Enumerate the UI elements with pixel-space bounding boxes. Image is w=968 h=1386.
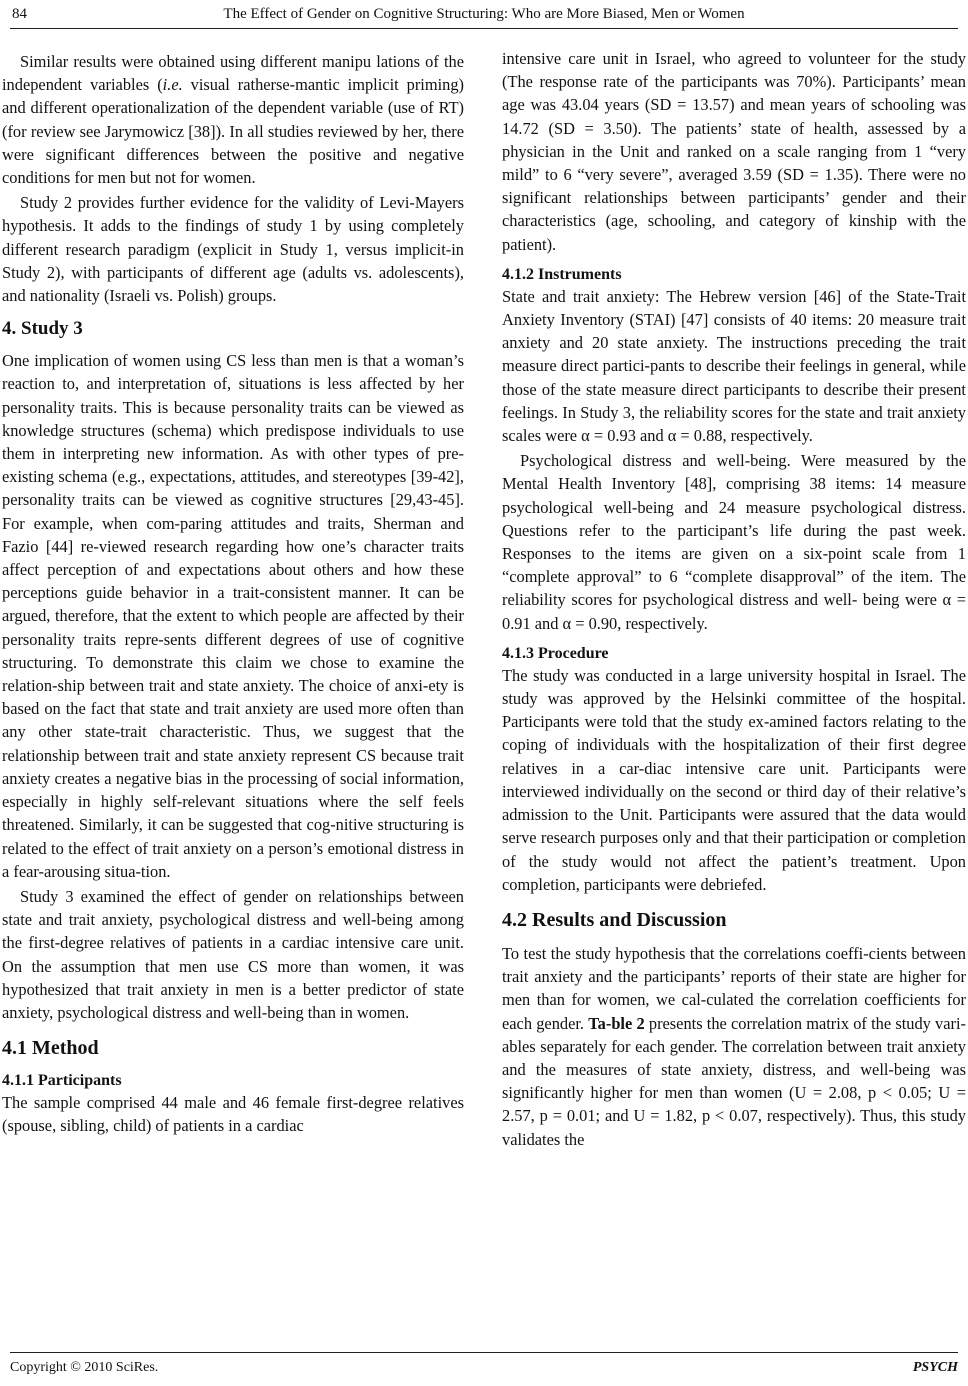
page-header (0, 6, 968, 30)
subsection-heading-results: 4.2 Results and Discussion (502, 908, 727, 931)
text-span: Similar results were obtained using different manipu lations of the independent variables ( (2, 52, 464, 95)
paragraph: The study was conducted in a large university hospital in Israel. The study was approved by the Helsinki committee of the hospital. Participants were told that the study ex-amined factors relating to the coping of individuals with the hospitalization of their first degree relatives in a car-diac intensive care unit. Participants were interviewed individually on the second or third day of their relative’s admission to the Unit. Participants were assured that the data would serve research purposes only and that their participation or completion of the study would not affect the patient’s treatment. Upon completion, participants were debriefed. (502, 665, 966, 894)
paragraph (2, 50, 464, 189)
header-divider (10, 28, 958, 29)
copyright-notice: Copyright © 2010 SciRes. (10, 1360, 159, 1375)
text-span: To test the study hypothesis that the correlations coeffi-cients between trait anxiety and the participants’ reports of their state are higher for men than for women, we cal-culated the correlation coefficients for each gender. (502, 943, 966, 1033)
paragraph: State and trait anxiety: The Hebrew version [46] of the State-Trait Anxiety Inventory (STAI) [47] consists of 40 items: 20 measure trait anxiety and 20 state anxiety. The instructions preceding the trait measure direct partici-pants to describe their feelings in general, while those of the state measure direct participants to describe their present feelings. In Study 3, the reliability scores for the state and trait anxiety scales were α = 0.93 and α = 0.88, respectively. (502, 286, 966, 446)
paragraph: The sample comprised 44 male and 46 female first-degree relatives (spouse, sibling, child) of patients in a cardiac (2, 1093, 464, 1136)
text-span: visual ratherse-mantic implicit priming) and different operationalization of the dependent variable (use of RT) (for review see Jarymowicz [38]). In all studies reviewed by her, there were significant differences between the positive and negative conditions for men but not for women. (2, 75, 465, 188)
paragraph: Study 3 examined the effect of gender on relationships between state and trait anxiety, psychological distress and well-being among the first-degree relatives of patients in a cardiac intensive care unit. On the assumption that men use CS more than women, it was hypothesized that trait anxiety in men is a better predictor of state anxiety, psychological distress and well-being than in women. (2, 886, 464, 1022)
paragraph: Psychological distress and well-being. Were measured by the Mental Health Inventory [48], comprising 38 items: 14 measure psychological well-being and 24 measure psychological distress. Questions refer to the participant’s life during the past week. Responses to the items are given on a six-point scale from 1 “complete approval” to 6 “complete disapproval” of the item. The reliability scores for psychological distress and well- being were α = 0.91 and α = 0.90, respectively. (502, 451, 966, 633)
table-reference: Ta-ble 2 (588, 1013, 645, 1033)
paragraph: Study 2 provides further evidence for the validity of Levi-Mayers hypothesis. It adds to the findings of study 1 by using completely different research paradigm (explicit in Study 1, versus implicit-in Study 2), with participants of different age (adults vs. adolescents), and nationality (Israeli vs. Polish) groups. (2, 193, 464, 306)
italic-text: i.e. (162, 75, 183, 95)
paragraph: intensive care unit in Israel, who agreed to volunteer for the study (The response rate of the participants was 70%). Participants’ mean age was 43.04 years (SD = 13.57) and mean years of schooling was 14.72 (SD = 3.50). The patients’ state of health, assessed by a physician in the Unit and ranked on a scale ranging from 1 “very mild” to 6 “very severe”, averaged 3.59 (SD = 1.35). There were no significant relationships between participants’ gender and their characteristics (age, schooling, and category of kinship with the patient). (502, 49, 966, 254)
subsubsection-heading-procedure: 4.1.3 Procedure (502, 644, 609, 662)
footer-divider (10, 1352, 958, 1353)
paragraph (502, 942, 966, 1151)
subsection-heading-method: 4.1 Method (2, 1037, 99, 1060)
left-column (2, 50, 464, 1140)
page-number: 84 (12, 6, 27, 22)
subsubsection-heading-participants: 4.1.1 Participants (2, 1072, 122, 1090)
running-title: The Effect of Gender on Cognitive Structuring: Who are More Biased, Men or Women (223, 6, 745, 22)
text-span: presents the correlation matrix of the study vari-ables separately for each gender. The correlation between trait anxiety and the measures of state anxiety, distress, and well-being was significantly higher for men than women (U = 2.08, p < 0.05; U = 2.57, p = 0.01; and U = 1.82, p < 0.07, respectively). Thus, this study validates the (502, 1013, 966, 1149)
journal-name: PSYCH (912, 1360, 958, 1375)
subsubsection-heading-instruments: 4.1.2 Instruments (502, 265, 622, 283)
paragraph: One implication of women using CS less than men is that a woman’s reaction to, and interpretation of, situations is less affected by her personality traits. This is because personality traits can be viewed as knowledge structures (schema) which predispose individuals to use them in interpreting new information. As with other types of pre-existing schema (e.g., expectations, attitudes, and stereotypes [39-42], personality traits can be viewed as cognitive structures [29,43-45]. For example, when com-paring attitudes and traits, Sherman and Fazio [44] re-viewed research regarding how one’s character traits affect perception of and expectations about others and how these perceptions guide behavior in a trait-consistent manner. It can be argued, therefore, that the extent to which people are affected by their personality traits repre-sents different degrees of use of cognitive structuring. To demonstrate this claim we chose to examine the relation-ship between trait and state anxiety. The choice of anxi-ety is based on the fact that state and trait anxiety are used more often than any other state-trait characteristic. Thus, we suggest that the relationship between trait and state anxiety represent CS because trait anxiety creates a negative bias in the processing of social information, especially in highly self-relevant situations where the self feels threatened. Similarly, it can be suggested that cog-nitive structuring is related to the effect of trait anxiety on a person’s emotional distress in a fear-arousing situa-tion. (2, 351, 464, 881)
section-heading-study-3: 4. Study 3 (2, 318, 83, 340)
right-column (502, 47, 966, 1153)
